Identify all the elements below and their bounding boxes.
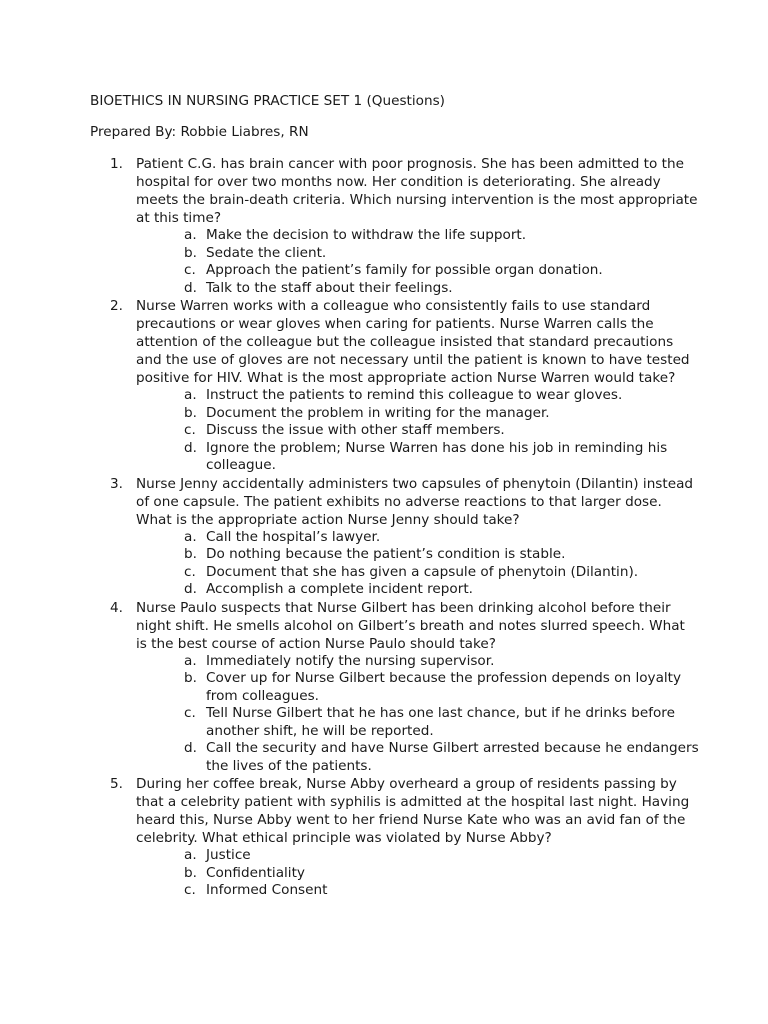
option-item xyxy=(136,245,700,263)
question-number: 5. xyxy=(110,776,123,792)
option-text: Cover up for Nurse Gilbert because the profession depends on loyalty from colleagues. xyxy=(206,670,682,704)
question-4 xyxy=(110,599,700,776)
option-text: Do nothing because the patient’s condition is stable. xyxy=(206,546,566,562)
option-letter: b. xyxy=(184,546,197,562)
option-text: Tell Nurse Gilbert that he has one last chance, but if he drinks before another shift, he will be reported. xyxy=(206,705,675,739)
option-item xyxy=(136,670,700,705)
option-text: Document the problem in writing for the manager. xyxy=(206,404,550,421)
prepared-by: Prepared By: Robbie Liabres, RN xyxy=(90,124,309,140)
option-letter: d. xyxy=(184,740,197,756)
option-item xyxy=(136,865,700,883)
option-item xyxy=(136,405,700,423)
option-list xyxy=(136,227,700,297)
option-text: Talk to the staff about their feelings. xyxy=(206,279,453,296)
option-text: Instruct the patients to remind this colleague to wear gloves. xyxy=(206,387,623,403)
option-letter: b. xyxy=(184,404,197,421)
option-list xyxy=(136,653,700,776)
option-text: Approach the patient’s family for possible organ donation. xyxy=(206,262,603,278)
option-item xyxy=(136,564,700,582)
question-5 xyxy=(110,775,700,900)
option-list xyxy=(136,847,700,900)
option-text: Sedate the client. xyxy=(206,244,327,261)
question-list xyxy=(110,155,700,900)
option-item xyxy=(136,740,700,775)
option-text: Call the security and have Nurse Gilbert arrested because he endangers the lives of the patients. xyxy=(206,740,699,774)
option-letter: b. xyxy=(184,244,197,261)
option-item xyxy=(136,262,700,280)
option-text: Document that she has given a capsule of phenytoin (Dilantin). xyxy=(206,563,639,580)
option-letter: c. xyxy=(184,262,196,278)
option-letter: c. xyxy=(184,563,196,580)
option-letter: d. xyxy=(184,279,197,296)
option-letter: d. xyxy=(184,581,197,597)
question-number: 3. xyxy=(110,475,123,492)
question-text: During her coffee break, Nurse Abby overheard a group of residents passing by that a celebrity patient with syphilis is admitted at the hospital last night. Having heard this, Nurse Abby went to her friend Nurse Kate who was an avid fan of the celebrity. What ethical principle was violated by Nurse Abby? xyxy=(136,776,690,846)
option-letter: c. xyxy=(184,422,196,438)
option-letter: c. xyxy=(184,705,196,721)
option-text: Justice xyxy=(206,847,251,863)
option-item xyxy=(136,227,700,245)
option-item xyxy=(136,280,700,298)
question-number: 1. xyxy=(110,156,123,172)
option-letter: b. xyxy=(184,864,197,881)
option-text: Call the hospital’s lawyer. xyxy=(206,528,381,545)
option-text: Make the decision to withdraw the life support. xyxy=(206,227,527,243)
question-2 xyxy=(110,297,700,475)
option-letter: a. xyxy=(184,387,197,403)
question-text: Nurse Paulo suspects that Nurse Gilbert has been drinking alcohol before their night shift. He smells alcohol on Gilbert’s breath and notes slurred speech. What is the best course of action Nurse Paulo should take? xyxy=(136,599,685,652)
option-text: Confidentiality xyxy=(206,864,305,881)
option-letter: d. xyxy=(184,439,197,456)
option-letter: a. xyxy=(184,847,197,863)
option-text: Discuss the issue with other staff members. xyxy=(206,422,505,438)
option-letter: a. xyxy=(184,528,197,545)
option-text: Informed Consent xyxy=(206,882,328,898)
option-item xyxy=(136,847,700,865)
option-item xyxy=(136,440,700,475)
option-item xyxy=(136,422,700,440)
option-item xyxy=(136,546,700,564)
option-list xyxy=(136,529,700,599)
option-letter: b. xyxy=(184,670,197,686)
option-letter: a. xyxy=(184,227,197,243)
question-3 xyxy=(110,475,700,599)
option-letter: c. xyxy=(184,882,196,898)
option-text: Accomplish a complete incident report. xyxy=(206,581,473,597)
option-text: Immediately notify the nursing supervisor. xyxy=(206,652,495,669)
option-item xyxy=(136,387,700,405)
question-number: 2. xyxy=(110,298,123,314)
option-item xyxy=(136,653,700,671)
question-text: Nurse Jenny accidentally administers two capsules of phenytoin (Dilantin) instead of one capsule. The patient exhibits no adverse reactions to that larger dose. What is the appropriate action Nurse Jenny should take? xyxy=(136,475,694,528)
option-item xyxy=(136,705,700,740)
question-1 xyxy=(110,155,700,297)
option-letter: a. xyxy=(184,652,197,669)
option-item xyxy=(136,581,700,599)
document-title: BIOETHICS IN NURSING PRACTICE SET 1 (Questions) xyxy=(90,93,445,109)
option-text: Ignore the problem; Nurse Warren has done his job in reminding his colleague. xyxy=(206,439,668,473)
question-text: Patient C.G. has brain cancer with poor prognosis. She has been admitted to the hospital for over two months now. Her condition is deteriorating. She already meets the brain-death criteria. Which nursing intervention is the most appropriate at this time? xyxy=(136,156,698,226)
question-number: 4. xyxy=(110,599,123,616)
question-text: Nurse Warren works with a colleague who consistently fails to use standard precautions or wear gloves when caring for patients. Nurse Warren calls the attention of the colleague but the colleague insisted that standard precautions and the use of gloves are not necessary until the patient is known to have tested positive for HIV. What is the most appropriate action Nurse Warren would take? xyxy=(136,298,690,386)
option-list xyxy=(136,387,700,475)
option-item xyxy=(136,882,700,900)
option-item xyxy=(136,529,700,547)
